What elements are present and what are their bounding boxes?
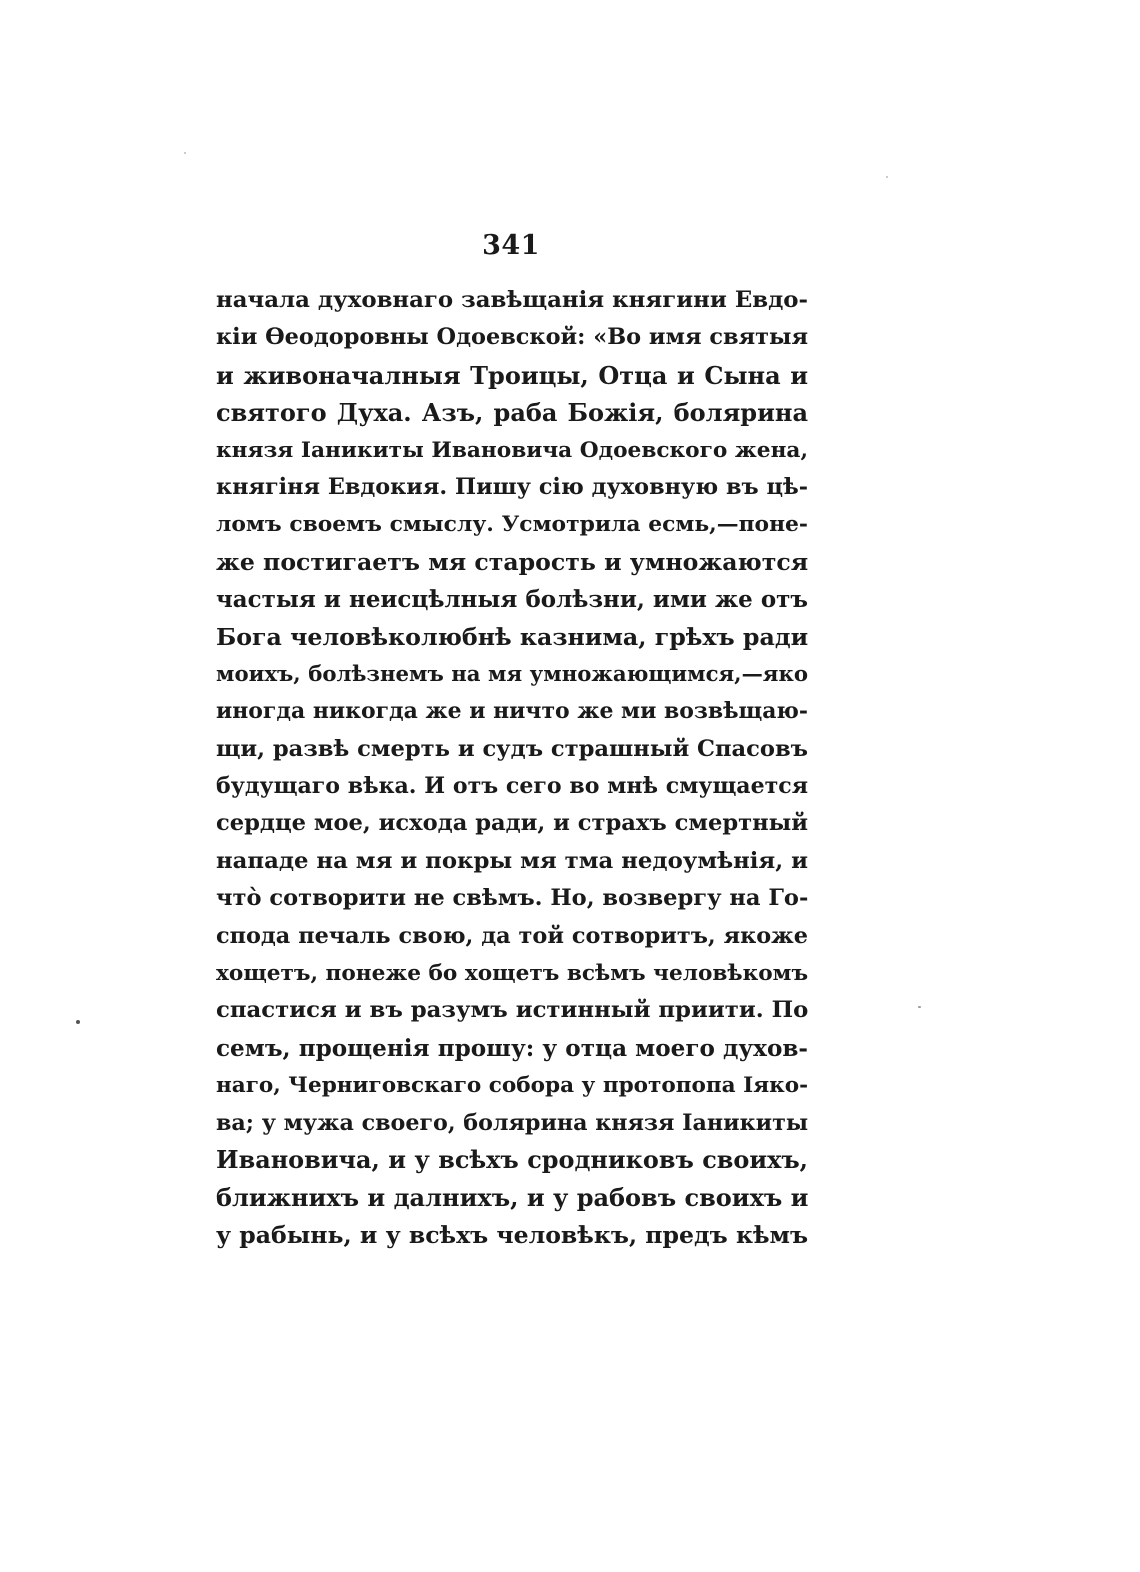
scan-speck <box>76 1020 80 1024</box>
text-line: ближнихъ и далнихъ, и у рабовъ своихъ и <box>216 1183 808 1213</box>
text-line: кіи Ѳеодоровны Одоевской: «Во имя святыя <box>216 324 808 351</box>
text-line: спастися и въ разумъ истинный приити. По <box>216 997 808 1024</box>
text-line: княгіня Евдокия. Пишу сію духовную въ цѣ- <box>216 473 808 500</box>
text-line: нападе на мя и покры мя тма недоумѣнія, и <box>216 847 808 874</box>
text-line: моихъ, болѣзнемъ на мя умножающимся,—яко <box>216 661 808 687</box>
scan-speck <box>886 176 888 178</box>
text-line: и живоначалныя Троицы, Отца и Сына и <box>216 360 808 390</box>
text-line: у рабынь, и у всѣхъ человѣкъ, предъ кѣмъ <box>216 1220 808 1249</box>
scan-speck <box>184 152 186 154</box>
text-line: частыя и неисцѣлныя болѣзни, ими же отъ <box>216 586 808 614</box>
text-line: князя Іаникиты Ивановича Одоевского жена, <box>216 437 808 463</box>
text-line: ва; у мужа своего, болярина князя Іаникиты <box>216 1109 808 1136</box>
text-line: семъ, прощенія прошу: у отца моего духов- <box>216 1034 808 1062</box>
text-line: хощетъ, понеже бо хощетъ всѣмъ человѣкомъ <box>216 961 808 987</box>
text-line: что̀ сотворити не свѣмъ. Но, возвергу на Го- <box>216 885 808 912</box>
scan-speck <box>918 1006 921 1008</box>
text-line: спода печаль свою, да той сотворитъ, якоже <box>216 922 808 949</box>
page-number: 341 <box>482 230 540 261</box>
text-line: Бога человѣколюбнѣ казнима, грѣхъ ради <box>216 622 808 651</box>
text-line: Ивановича, и у всѣхъ сродниковъ своихъ, <box>216 1145 808 1174</box>
body-text <box>216 282 808 1254</box>
text-line: щи, развѣ смерть и судъ страшный Спасовъ <box>216 735 808 762</box>
text-line: наго, Черниговскаго собора у протопопа Іяко- <box>216 1073 808 1099</box>
text-line: святого Духа. Азъ, раба Божія, болярина <box>216 398 808 428</box>
text-line: ломъ своемъ смыслу. Усмотрила есмь,—поне- <box>216 512 808 538</box>
text-line: сердце мое, исхода ради, и страхъ смертный <box>216 810 808 837</box>
text-line: начала духовнаго завѣщанія княгини Евдо- <box>216 287 808 313</box>
text-line: иногда никогда же и ничто же ми возвѣщаю- <box>216 698 808 725</box>
text-line: будущаго вѣка. И отъ сего во мнѣ смущается <box>216 773 808 800</box>
text-line: же постигаетъ мя старость и умножаются <box>216 547 808 576</box>
